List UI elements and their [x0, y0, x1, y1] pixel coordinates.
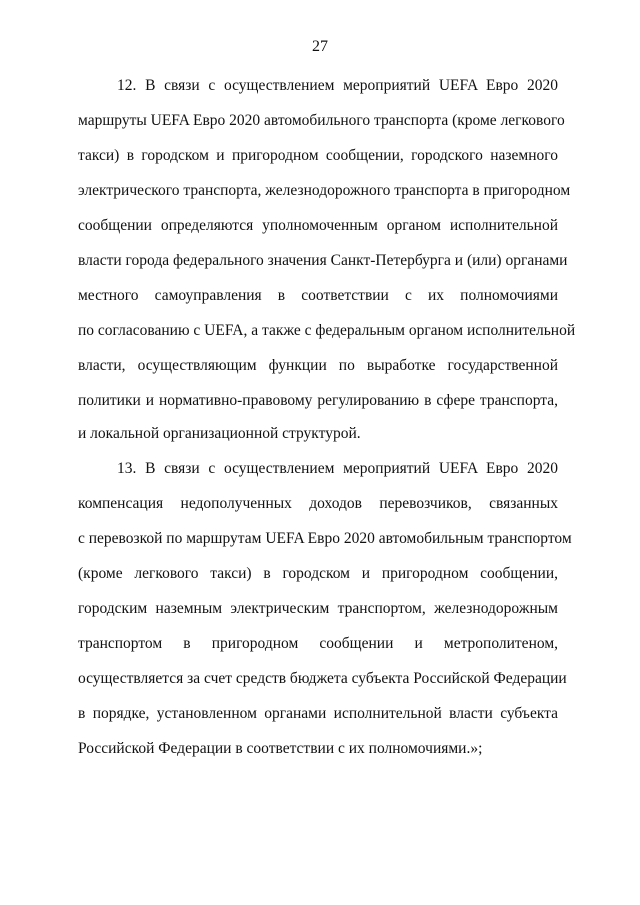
paragraph-13-line-2: компенсация недополученных доходов перевозчиков, связанных: [78, 495, 558, 512]
paragraph-12-line-8: по согласованию с UEFA, а также с федеральным органом исполнительной: [78, 322, 576, 339]
paragraph-13-line-5: городским наземным электрическим транспортом, железнодорожным: [78, 600, 558, 617]
paragraph-12-line-4: электрического транспорта, железнодорожного транспорта в пригородном: [78, 182, 571, 199]
paragraph-12-line-10: политики и нормативно-правовому регулированию в сфере транспорта,: [78, 392, 558, 409]
paragraph-13-line-6: транспортом в пригородном сообщении и метрополитеном,: [78, 635, 558, 652]
paragraph-12-line-3: такси) в городском и пригородном сообщении, городского наземного: [78, 147, 558, 164]
paragraph-12-line-6: власти города федерального значения Санкт-Петербурга и (или) органами: [78, 252, 568, 269]
paragraph-12-line-5: сообщении определяются уполномоченным органом исполнительной: [78, 217, 558, 234]
paragraph-12-line-11: и локальной организационной структурой.: [78, 425, 361, 442]
paragraph-12-line-9: власти, осуществляющим функции по выработке государственной: [78, 357, 558, 374]
page-number: 27: [312, 38, 328, 55]
paragraph-12-line-7: местного самоуправления в соответствии с их полномочиями: [78, 287, 558, 304]
paragraph-13-line-1: 13. В связи с осуществлением мероприятий UEFA Евро 2020: [117, 460, 558, 477]
paragraph-13-line-4: (кроме легкового такси) в городском и пригородном сообщении,: [78, 565, 558, 582]
paragraph-13-line-8: в порядке, установленном органами исполнительной власти субъекта: [78, 705, 558, 722]
paragraph-13-line-3: с перевозкой по маршрутам UEFA Евро 2020 автомобильным транспортом: [78, 530, 572, 547]
paragraph-12-line-2: маршруты UEFA Евро 2020 автомобильного транспорта (кроме легкового: [78, 112, 565, 129]
paragraph-13-line-7: осуществляется за счет средств бюджета субъекта Российской Федерации: [78, 670, 567, 687]
paragraph-12-line-1: 12. В связи с осуществлением мероприятий UEFA Евро 2020: [117, 77, 558, 94]
paragraph-13-line-9: Российской Федерации в соответствии с их полномочиями.»;: [78, 740, 483, 757]
